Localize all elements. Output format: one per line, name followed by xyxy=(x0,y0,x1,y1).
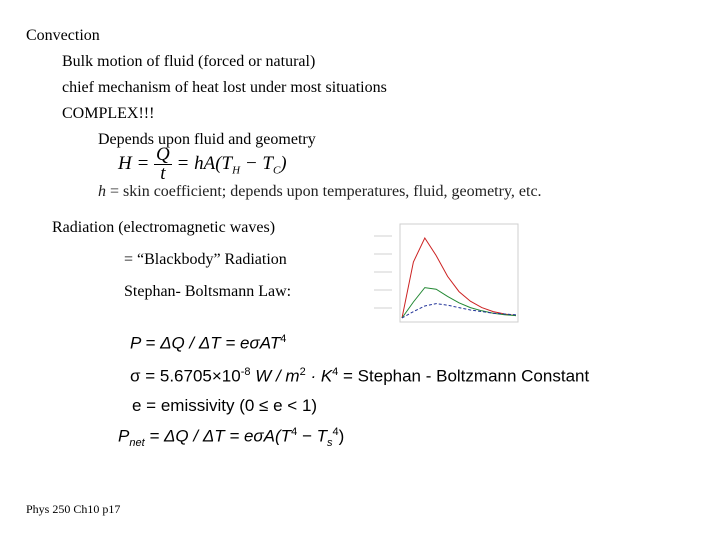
sigma-eq-text: σ = 5.6705×10 xyxy=(130,366,241,386)
text-h-definition xyxy=(98,182,542,202)
conv-rhs: = hA(T xyxy=(176,152,233,174)
conv-num: Q xyxy=(156,144,170,165)
emissivity-text: e = emissivity (0 ≤ e < 1) xyxy=(132,396,318,415)
conv-fraction xyxy=(154,146,172,183)
footer-page-ref: Phys 250 Ch10 p17 xyxy=(26,502,121,516)
conv-sub-c: C xyxy=(272,164,281,177)
sigma-equation xyxy=(130,366,589,387)
pnet-sub: net xyxy=(129,437,145,450)
conv-lhs: H = xyxy=(118,152,150,174)
h-symbol: h xyxy=(98,183,106,200)
pnet-end: ) xyxy=(338,426,345,446)
convection-equation xyxy=(118,146,287,183)
pnet-eq-text: = ΔQ / ΔT = eσA(T xyxy=(144,426,292,446)
pnet-exp2: 4 xyxy=(332,426,339,438)
blackbody-chart xyxy=(372,222,520,324)
conv-den: t xyxy=(160,163,166,184)
chart-ticks xyxy=(374,236,392,308)
conv-mid: − T xyxy=(240,152,273,174)
text-blackbody: = “Blackbody” Radiation xyxy=(124,251,287,268)
sigma-eq-exp: -8 xyxy=(240,366,251,378)
sigma-k-exp: 4 xyxy=(332,366,339,378)
text-radiation: Radiation (electromagnetic waves) xyxy=(52,219,276,236)
pnet-sub-s: s xyxy=(326,437,333,450)
text-depends: Depends upon fluid and geometry xyxy=(98,131,316,148)
power-eq-exp: 4 xyxy=(280,333,287,345)
text-stephan-law: Stephan- Boltsmann Law: xyxy=(124,283,292,300)
pnet-p: P xyxy=(118,426,130,446)
pnet-mid: − T xyxy=(297,426,327,446)
pnet-equation xyxy=(118,426,344,449)
heading-convection: Convection xyxy=(26,27,100,44)
text-complex: COMPLEX!!! xyxy=(62,105,155,122)
sigma-k: · K xyxy=(305,366,333,386)
text-bulk-motion: Bulk motion of fluid (forced or natural) xyxy=(62,53,316,70)
sigma-unit: W / m xyxy=(250,366,300,386)
pnet-exp1: 4 xyxy=(291,426,298,438)
text-chief-mechanism: chief mechanism of heat lost under most situations xyxy=(62,79,387,96)
h-description: = skin coefficient; depends upon temperatures, fluid, geometry, etc. xyxy=(106,183,542,200)
sigma-unit-exp: 2 xyxy=(299,366,306,378)
power-eq-text: P = ΔQ / ΔT = eσAT xyxy=(130,333,281,353)
conv-sub-h: H xyxy=(232,164,241,177)
emissivity-equation xyxy=(132,396,317,416)
sigma-name: = Stephan - Boltzmann Constant xyxy=(338,366,590,386)
conv-end: ) xyxy=(280,152,287,174)
power-equation xyxy=(130,333,286,354)
